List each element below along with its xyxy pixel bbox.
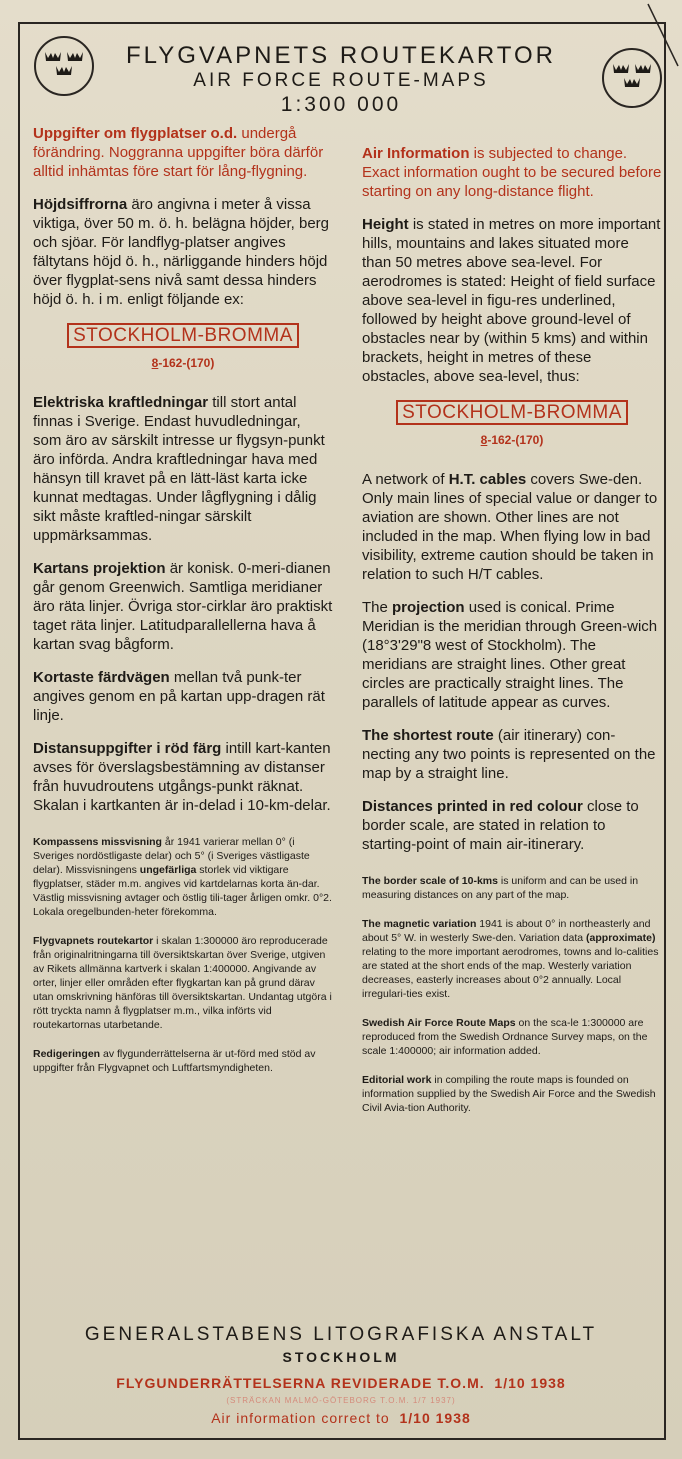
- publisher-city: STOCKHOLM: [282, 1349, 400, 1365]
- en-example-name: STOCKHOLM-BROMMA: [396, 400, 628, 425]
- en-example-height: 8-162-(170): [480, 433, 544, 447]
- en-magnetic: The magnetic variation 1941 is about 0° in northeasterly and about 5° W. in westerly Swe-den. Variation data (approximate) relating to the more important aerodromes, towns and lo-calities are stated at the short ends of the map. Westerly variation decreases, easterly increases about 0°2 annually. Local irregulari-ties exist.: [362, 918, 659, 1000]
- en-notice: Air Information is subjected to change. Exact information ought to be secured before starting on any long-distance flight.: [362, 145, 662, 200]
- sv-notice: Uppgifter om flygplatser o.d. undergå förändring. Noggranna uppgifter böra därför alltid inhämtas före start för lång-flygning.: [33, 125, 324, 180]
- en-distances: Distances printed in red colour close to border scale, are stated in relation to starting-point of main air-itinerary.: [362, 798, 639, 853]
- en-border-scale: The border scale of 10-kms is uniform and can be used in measuring distances on any part of the map.: [362, 875, 639, 901]
- en-projection: The projection used is conical. Prime Meridian is the meridian through Green-wich (18°3'29"8 west of Stockholm). The meridians are straight lines. Other great circles are practically straight lines. The parallels of latitude appear as curves.: [362, 599, 658, 711]
- sv-distances: Distansuppgifter i röd färg intill kart-kanten avses för överslagsbestämning av distanser från huvudroutens utgångs-punkt räknat. Skalan i kartkanten är in-delad i 10-km-delar.: [33, 740, 331, 814]
- en-small-notes: [362, 874, 662, 1115]
- en-route: The shortest route (air itinerary) con-necting any two points is represented on the map by a straight line.: [362, 727, 656, 782]
- map-series-title: FLYGVAPNETS ROUTEKARTOR: [126, 42, 556, 69]
- swedish-column: [33, 124, 333, 1090]
- en-example: [362, 400, 662, 450]
- publisher-name: GENERALSTABENS LITOGRAFISKA ANSTALT: [84, 1324, 598, 1345]
- en-editorial: Editorial work in compiling the route maps is founded on information supplied by the Swedish Air Force and the Swedish Civil Avia-tion Authority.: [362, 1074, 656, 1114]
- map-scale: 1:300 000: [280, 93, 402, 116]
- sv-editorial: Redigeringen av flygunderrättelserna är ut-förd med stöd av uppgifter från Flygvapnet och Luftfartsmyndigheten.: [33, 1048, 316, 1074]
- faint-revision-line: (STRÄCKAN MALMÖ-GÖTEBORG T.O.M. 1/7 1937): [226, 1396, 456, 1405]
- correct-to-line: Air information correct to 1/10 1938: [211, 1410, 471, 1426]
- sv-example-height: 8-162-(170): [151, 356, 215, 370]
- english-column: [362, 144, 662, 1130]
- sv-cables: Elektriska kraftledningar till stort antal finnas i Sverige. Endast huvudledningar, som äro av särskilt intresse ur flygsyn-punkt äro införda. Andra kraftledningar hava med hänsyn till kravet på en lätt-läst karta icke kunnat medtagas. Under lågflygning i dålig sikt måste kraftled-ningar särskilt uppmärksammas.: [33, 394, 325, 544]
- sv-small-notes: [33, 835, 333, 1075]
- sv-example-name: STOCKHOLM-BROMMA: [67, 323, 299, 348]
- map-series-subtitle: AIR FORCE ROUTE-MAPS: [193, 70, 489, 91]
- sv-route: Kortaste färdvägen mellan två punk-ter angives genom en på kartan upp-dragen rät linje.: [33, 669, 325, 724]
- sv-example: [33, 323, 333, 373]
- en-cables: A network of H.T. cables covers Swe-den. Only main lines of special value or danger to aviation are shown. Other lines are not included in the map. When flying low in bad visibility, extreme caution should be taken in relation to such H/T cables.: [362, 471, 658, 583]
- en-reproduction: Swedish Air Force Route Maps on the sca-le 1:300000 are reproduced from the Swedish Ordnance Survey maps, on the scale 1:400000; air information added.: [362, 1017, 648, 1057]
- sv-reproduction: Flygvapnets routekartor i skalan 1:300000 äro reproducerade från originalritningarna till översiktskartan över Sverige, utgiven av Rikets allmänna kartverk i skalan 1:400000. Angivande av orter, linjer eller områden efter flygkartan kan på grund därav utan omskrivning hänföras till översiktskartan. Undantag utgöra i rött tryckta namn å flygplatser m.m., vilka införts vid routekartornas utarbetande.: [33, 935, 332, 1031]
- sv-projection: Kartans projektion är konisk. 0-meri-dianen går genom Greenwich. Samtliga meridianer äro räta linjer. Övriga stor-cirklar äro praktiskt taget räta linjer. Latitudparallellerna hava å kartan svag bågform.: [33, 560, 333, 653]
- revised-line: FLYGUNDERRÄTTELSERNA REVIDERADE T.O.M. 1/10 1938: [116, 1375, 566, 1391]
- sv-heights: Höjdsiffrorna äro angivna i meter å vissa viktiga, över 50 m. ö. h. belägna höjder, berg och sjöar. För landflyg-platser angives fältytans höjd ö. h., närliggande hinders höjd över flygplat-sens nivå samt dessa hinders höjd ö. h. i m. enligt följande ex:: [33, 196, 330, 308]
- en-heights: Height is stated in metres on more important hills, mountains and lakes situated more than 50 metres above sea-level. For aerodromes is stated: Height of field surface above sea-level in figu-res underlined, followed by height above ground-level of obstacles near by (within 5 kms) and within brackets, height in metres of these obstacles, above sea-level, thus:: [362, 216, 661, 385]
- sv-magnetic: Kompassens missvisning år 1941 varierar mellan 0° (i Sveriges nordöstligaste delar) och 5° (i Sveriges västligaste delar). Missvisningens ungefärliga storlek vid viktigare flygplatser, städer m.m. angives vid kartdelarnas korta än-dar. Västlig missvisning avtager och östlig tili-tager årligen omkr. 0°2. Lokala oregelbunden-heter förekomma.: [33, 836, 332, 918]
